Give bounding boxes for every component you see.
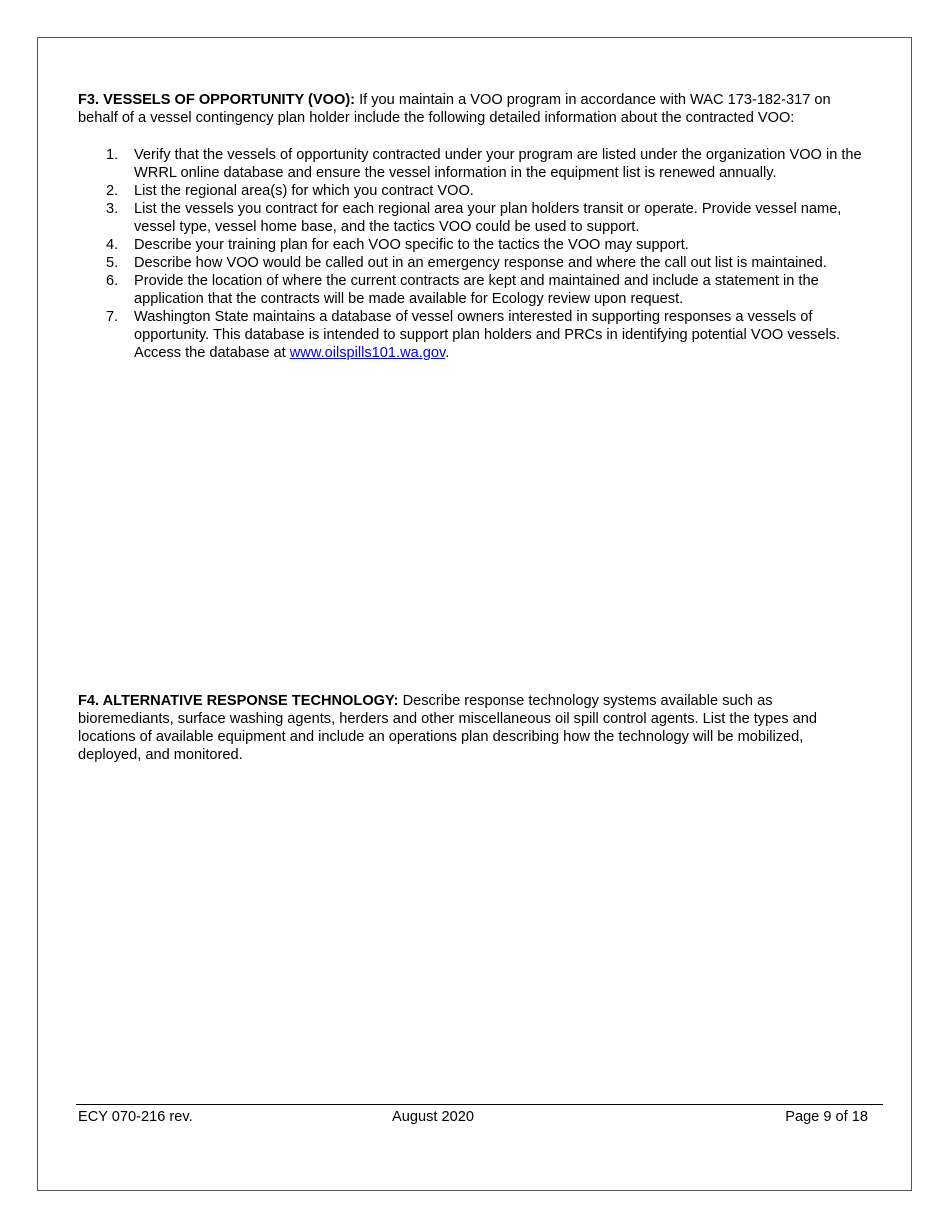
list-item xyxy=(78,200,868,236)
list-item-text: Verify that the vessels of opportunity contracted under your program are listed under the organization VOO in the WRRL online database and ensure the vessel information in the equipment list is renewed annually. xyxy=(134,147,862,181)
list-item-number: 3. xyxy=(106,201,119,217)
list-item xyxy=(78,146,868,182)
oilspills-database-link[interactable]: www.oilspills101.wa.gov xyxy=(289,345,446,361)
list-item-number: 5. xyxy=(106,255,119,271)
footer-page-number: Page 9 of 18 xyxy=(785,1109,868,1125)
footer-form-number: ECY 070-216 rev. xyxy=(78,1109,193,1125)
list-item-text: Washington State maintains a database of vessel owners interested in supporting responses a vessels of opportunity. This database is intended to support plan holders and PRCs in identifying potential VOO vessels. Access the database at xyxy=(134,309,841,361)
voo-requirements-list xyxy=(78,146,868,362)
list-item-text: Provide the location of where the current contracts are kept and maintained and include a statement in the application that the contracts will be made available for Ecology review upon request. xyxy=(134,273,819,307)
list-item xyxy=(78,182,868,200)
section-f4 xyxy=(78,692,868,764)
list-item xyxy=(78,254,868,272)
list-item-text: List the vessels you contract for each regional area your plan holders transit or operate. Provide vessel name, vessel type, vessel home base, and the tactics VOO could be used to support. xyxy=(134,201,842,235)
list-item xyxy=(78,236,868,254)
list-item-number: 6. xyxy=(106,273,119,289)
list-item-number: 2. xyxy=(106,183,119,199)
list-item-text-end: . xyxy=(445,345,450,361)
footer-date: August 2020 xyxy=(392,1109,474,1125)
list-item-number: 4. xyxy=(106,237,119,253)
list-item xyxy=(78,272,868,308)
list-item-text: Describe your training plan for each VOO specific to the tactics the VOO may support. xyxy=(134,237,689,253)
section-f3-intro-text: If you maintain a VOO program in accordance with WAC 173-182-317 on behalf of a vessel contingency plan holder include the following detailed information about the contracted VOO: xyxy=(78,92,831,126)
list-item-number: 1. xyxy=(106,147,119,163)
section-f3-heading: F3. VESSELS OF OPPORTUNITY (VOO): xyxy=(78,92,356,108)
list-item xyxy=(78,308,868,362)
section-f4-heading: F4. ALTERNATIVE RESPONSE TECHNOLOGY: xyxy=(78,693,399,709)
list-item-text: List the regional area(s) for which you contract VOO. xyxy=(134,183,474,199)
section-f3-intro xyxy=(78,91,868,127)
section-f4-body: Describe response technology systems available such as bioremediants, surface washing agents, herders and other miscellaneous oil spill control agents. List the types and locations of available equipment and include an operations plan describing how the technology will be mobilized, deployed, and monitored. xyxy=(78,693,818,763)
list-item-number: 7. xyxy=(106,309,119,325)
footer-divider xyxy=(76,1104,883,1105)
list-item-text: Describe how VOO would be called out in an emergency response and where the call out list is maintained. xyxy=(134,255,827,271)
